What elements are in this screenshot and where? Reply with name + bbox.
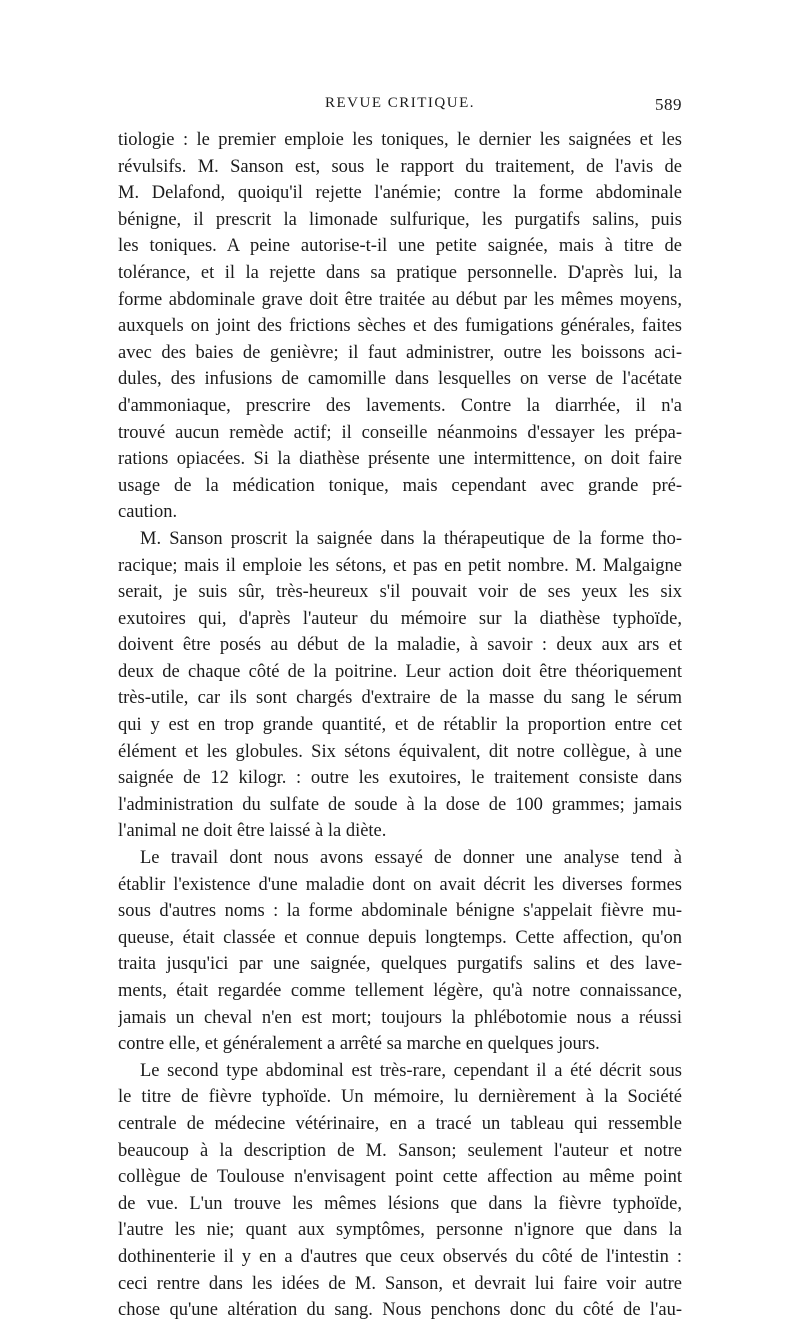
text-line: l'administration du sulfate de soude à la dose de 100 grammes; jamais: [118, 794, 682, 815]
paragraph-end-line: contre elle, et généralement a arrêté sa marche en quelques jours.: [118, 1034, 600, 1055]
text-line: le titre de fièvre typhoïde. Un mémoire, lu dernièrement à la Société: [118, 1087, 682, 1108]
text-line: les toniques. A peine autorise-t-il une petite saignée, mais à titre de: [118, 236, 682, 257]
text-line: rations opiacées. Si la diathèse présente une intermittence, on doit faire: [118, 449, 682, 470]
page-number: 589: [655, 95, 682, 114]
text-line: forme abdominale grave doit être traitée au début par les mêmes moyens,: [118, 289, 682, 310]
text-line: révulsifs. M. Sanson est, sous le rapport du traitement, de l'avis de: [118, 156, 682, 177]
text-line: traita jusqu'ici par une saignée, quelques purgatifs salins et des lave-: [118, 954, 682, 975]
body-text: [118, 127, 682, 1324]
text-line: auxquels on joint des frictions sèches et des fumigations générales, faites: [118, 316, 682, 337]
text-line: tiologie : le premier emploie les toniques, le dernier les saignées et les: [118, 130, 682, 150]
text-line: jamais un cheval n'en est mort; toujours la phlébotomie nous a réussi: [118, 1007, 682, 1028]
text-line: serait, je suis sûr, très-heureux s'il pouvait voir de ses yeux les six: [118, 582, 682, 603]
text-line: queuse, était classée et connue depuis longtemps. Cette affection, qu'on: [118, 927, 682, 948]
text-line: M. Delafond, quoiqu'il rejette l'anémie; contre la forme abdominale: [118, 183, 682, 204]
text-line: centrale de médecine vétérinaire, en a tracé un tableau qui ressemble: [118, 1113, 682, 1134]
text-line: élément et les globules. Six sétons équivalent, dit notre collègue, à une: [118, 741, 682, 762]
text-line: ceci rentre dans les idées de M. Sanson, et devrait lui faire voir autre: [118, 1273, 682, 1294]
text-line: avec des baies de genièvre; il faut administrer, outre les boissons aci-: [118, 342, 682, 363]
text-line: saignée de 12 kilogr. : outre les exutoires, le traitement consiste dans: [118, 768, 682, 789]
paragraph-end-line: caution.: [118, 502, 178, 523]
text-line: ments, était regardée comme tellement légère, qu'à notre connaissance,: [118, 981, 682, 1001]
text-line: dothinenterie il y en a d'autres que ceux observés du côté de l'intestin :: [118, 1246, 682, 1267]
text-line: chose qu'une altération du sang. Nous penchons donc du côté de l'au-: [118, 1300, 682, 1321]
text-line: de vue. L'un trouve les mêmes lésions que dans la fièvre typhoïde,: [118, 1193, 682, 1214]
text-line: deux de chaque côté de la poitrine. Leur action doit être théoriquement: [118, 661, 682, 682]
text-line: racique; mais il emploie les sétons, et pas en petit nombre. M. Malgaigne: [118, 555, 682, 576]
text-line: usage de la médication tonique, mais cependant avec grande pré-: [118, 475, 682, 496]
text-line: bénigne, il prescrit la limonade sulfurique, les purgatifs salins, puis: [118, 209, 682, 230]
text-line: beaucoup à la description de M. Sanson; seulement l'auteur et notre: [118, 1140, 682, 1161]
text-line: qui y est en trop grande quantité, et de rétablir la proportion entre cet: [118, 715, 682, 736]
text-line: sous d'autres noms : la forme abdominale bénigne s'appelait fièvre mu-: [118, 901, 682, 922]
paragraph-end-line: l'animal ne doit être laissé à la diète.: [118, 821, 387, 842]
text-line: doivent être posés au début de la maladie, à savoir : deux aux ars et: [118, 635, 682, 656]
paragraph-start-line: Le second type abdominal est très-rare, cependant il a été décrit sous: [140, 1060, 682, 1081]
running-title: REVUE CRITIQUE.: [325, 95, 475, 111]
paragraph-start-line: Le travail dont nous avons essayé de donner une analyse tend à: [140, 848, 682, 869]
text-line: dules, des infusions de camomille dans lesquelles on verse de l'acétate: [118, 369, 682, 390]
paragraph-start-line: M. Sanson proscrit la saignée dans la thérapeutique de la forme tho-: [140, 528, 682, 549]
text-line: très-utile, car ils sont chargés d'extraire de la masse du sang le sérum: [118, 688, 682, 709]
text-line: l'autre les nie; quant aux symptômes, personne n'ignore que dans la: [118, 1220, 682, 1241]
text-line: d'ammoniaque, prescrire des lavements. Contre la diarrhée, il n'a: [118, 395, 682, 416]
text-line: trouvé aucun remède actif; il conseille néanmoins d'essayer les prépa-: [118, 422, 682, 443]
text-line: établir l'existence d'une maladie dont on avait décrit les diverses formes: [118, 874, 682, 895]
text-line: collègue de Toulouse n'envisagent point cette affection au même point: [118, 1167, 682, 1188]
text-line: exutoires qui, d'après l'auteur du mémoire sur la diathèse typhoïde,: [118, 608, 682, 629]
running-header: [118, 95, 682, 119]
text-line: tolérance, et il la rejette dans sa pratique personnelle. D'après lui, la: [118, 262, 682, 283]
